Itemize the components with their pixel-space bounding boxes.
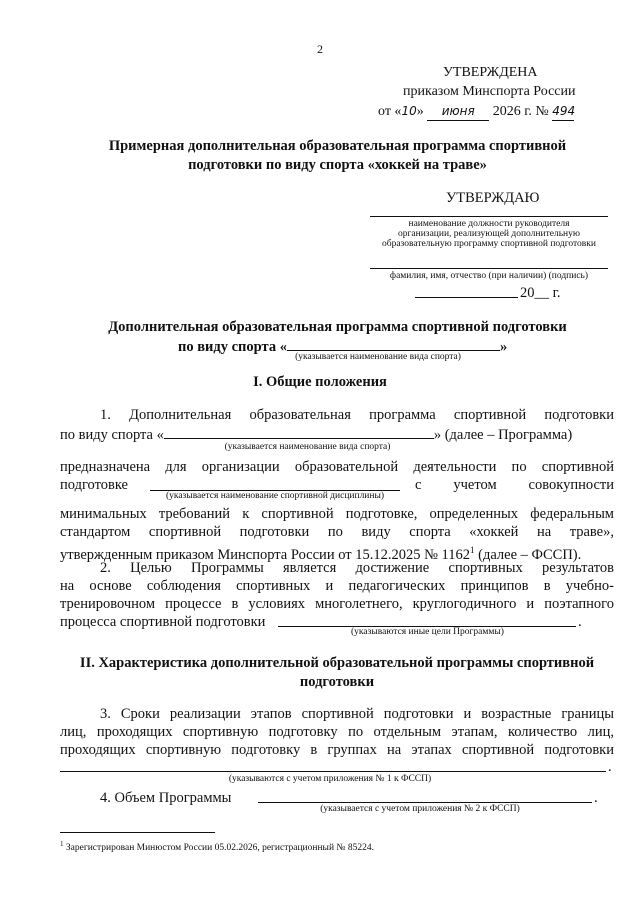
p3-period: . (608, 759, 612, 775)
p1-line1: 1. Дополнительная образовательная программа спортивной подготовки (100, 407, 614, 423)
date-mid: » (416, 104, 424, 119)
p1-line7-b: (далее – ФССП). (474, 546, 582, 563)
approval-heading: УТВЕРЖДЕНА (443, 65, 538, 80)
position-line (370, 216, 608, 217)
date-year: 2026 г. № (492, 104, 549, 119)
p2-line1: 2. Целью Программы является достижение спортивных результатов (100, 560, 614, 576)
p1-line7-a: утвержденным приказом Минспорта России от 15.12.2025 № 1162 (60, 546, 471, 563)
doc-title-caption: (указывается наименование вида спорта) (295, 352, 461, 362)
program-title-line2: подготовки по виду спорта «хоккей на траве» (188, 157, 487, 173)
approve-date-line (415, 297, 518, 298)
p2-period: . (578, 614, 582, 630)
p3-caption: (указываются с учетом приложения № 1 к ФССП) (228, 774, 432, 784)
approval-date (378, 102, 574, 121)
p1-caption2: (указывается наименование спортивной дисциплины) (165, 491, 385, 501)
p4-period: . (594, 790, 598, 806)
doc-title-suffix: » (499, 339, 508, 355)
p3-blank (60, 771, 606, 772)
date-day: 10 (401, 104, 417, 118)
p1-caption1: (указывается наименование вида спорта) (224, 442, 391, 452)
approve-date-tail: 20__ г. (520, 285, 561, 301)
p1-line5: минимальных требований к спортивной подготовке, определенных федеральным (60, 506, 614, 522)
p1-line6: стандартом спортивной подготовки по виду спорта «хоккей на траве», (60, 524, 614, 540)
approve-heading: УТВЕРЖДАЮ (446, 190, 540, 206)
position-caption (360, 219, 618, 249)
p2-line2: на основе соблюдения спортивных и педагогических принципов в учебно- (60, 578, 614, 594)
p1-line4-suffix: с учетом совокупности (415, 477, 614, 493)
caption1-line2: организации, реализующей дополнительную (398, 229, 580, 239)
caption1-line3: образовательную программу спортивной подготовки (381, 239, 596, 249)
sport-name-blank (287, 337, 500, 351)
p4-caption: (указывается с учетом приложения № 2 к ФССП) (320, 804, 520, 814)
p2-line4: процесса спортивной подготовки (60, 614, 266, 630)
date-prefix: от « (378, 104, 402, 119)
program-title-line1: Примерная дополнительная образовательная программа спортивной (108, 138, 567, 154)
p4-blank (258, 802, 592, 803)
p3-line3: проходящих спортивную подготовку в группах на этапах спортивной подготовки (60, 742, 614, 758)
p3-line1: 3. Сроки реализации этапов спортивной подготовки и возрастные границы (100, 706, 614, 722)
name-line (370, 268, 608, 269)
p1-line4-prefix: подготовке (60, 477, 128, 493)
p1-line2-suffix: » (далее – Программа) (433, 427, 573, 443)
footnote-rule (60, 832, 215, 833)
p3-line2: лиц, проходящих спортивную подготовку по отдельным этапам, количество лиц, (60, 724, 614, 740)
date-month: июня (427, 102, 489, 121)
p4-label: 4. Объем Программы (100, 790, 232, 806)
p2-line3: тренировочном процессе в условиях многолетнего, круглогодичного и поэтапного (60, 596, 614, 612)
p1-line2-prefix: по виду спорта « (60, 427, 164, 443)
caption1-line1: наименование должности руководителя (408, 219, 570, 229)
footnote-text: Зарегистрирован Минюстом России 05.02.2026, регистрационный № 85224. (63, 843, 374, 854)
section2-heading (60, 654, 614, 692)
footnote-ref: 1 (470, 545, 475, 555)
name-caption: фамилия, имя, отчество (при наличии) (подпись) (389, 271, 589, 281)
p1-sport-blank (164, 425, 434, 439)
doc-title-line1: Дополнительная образовательная программа спортивной подготовки (108, 319, 567, 335)
footnote-mark: 1 (60, 840, 64, 848)
section2-heading-line2: подготовки (299, 674, 375, 690)
section2-heading-line1: II. Характеристика дополнительной образовательной программы спортивной (79, 655, 595, 671)
approval-order: приказом Минспорта России (403, 84, 576, 99)
section1-heading: I. Общие положения (253, 374, 387, 390)
p1-line3: предназначена для организации образовательной деятельности по спортивной (60, 459, 614, 475)
doc-title-prefix: по виду спорта « (178, 339, 287, 355)
order-number: 494 (552, 102, 574, 121)
p2-caption: (указываются иные цели Программы) (351, 627, 504, 637)
footnote (60, 840, 374, 853)
page-number: 2 (317, 42, 323, 56)
